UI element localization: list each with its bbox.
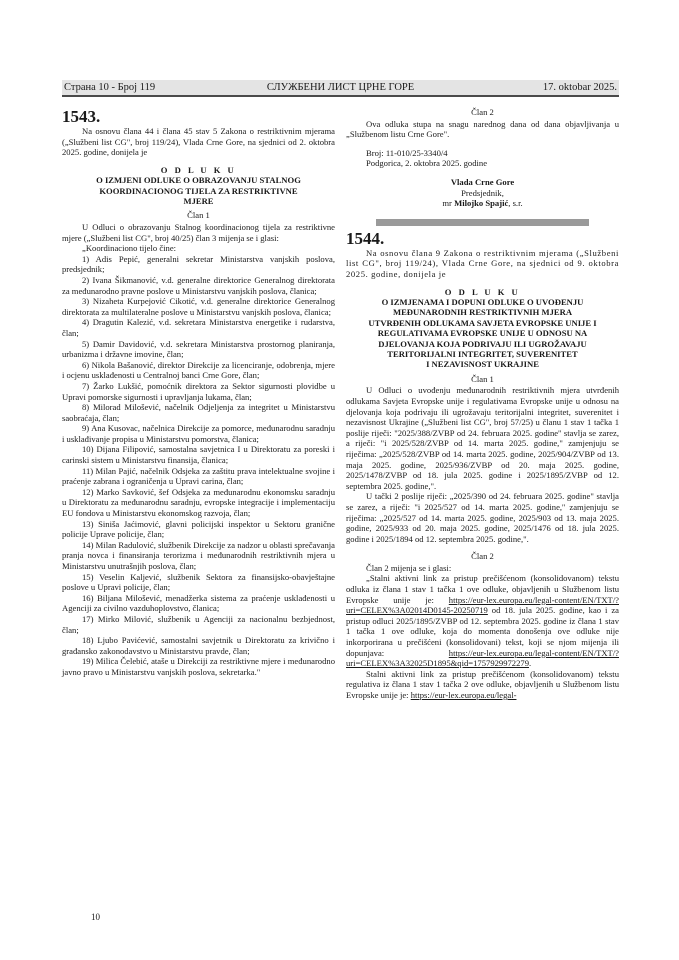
signatory-suffix: , s.r.: [508, 198, 523, 209]
act-1544-title-line: TERITORIJALNI INTEGRITET, SUVERENITET: [387, 348, 578, 359]
act-1543-title-line: MJERE: [183, 196, 214, 206]
list-item: 19) Milica Čelebić, ataše u Direkciji za restriktivne mjere i međunarodno javno pravo u Ministarstvu vanjskih poslova, sekretarka.": [62, 656, 335, 677]
act-1544-title-line: UTVRĐENIH ODLUKAMA SAVJETA EVROPSKE UNIJE I: [368, 317, 597, 328]
act-1544-title-line: REGULATIVAMA EVROPSKE UNIJE U ODNOSU NA: [377, 328, 588, 339]
act-1544-title: [346, 287, 619, 370]
act-1544-article-2-paragraph-1: [346, 573, 619, 668]
act-1543-reference: [346, 148, 619, 169]
list-item: 13) Siniša Jaćimović, glavni policijski inspektor u Sektoru granične policije Uprave policije, član;: [62, 518, 335, 540]
text-segment: .: [529, 658, 532, 669]
list-item: 8) Milorad Milošević, načelnik Odjeljenja za integritet u Ministarstvu saobraćaja, član;: [62, 402, 335, 423]
act-1544-title-line: O IZMJENAMA I DOPUNI ODLUKE O UVOĐENJU: [381, 296, 584, 307]
member-list: [62, 254, 335, 678]
list-item: 14) Milan Radulović, službenik Direkcije za nadzor u oblasti sprečavanja pranja novca i finansiranja terorizma i međunarodnih restriktivnih mjera u Ministarstvu unutrašnjih poslova, član;: [62, 539, 335, 571]
text-segment: Stalni aktivni link za pristup prečišćenom (konsolidovanom) tekstu regulativa iz člana 1 stav 1 tačka 2 ove odluke, objavljenih u Službenom listu Evropske unije je:: [346, 668, 619, 700]
list-item: 7) Žarko Lukšić, pomoćnik direktora za Sektor sigurnosti plovidbe u Upravi pomorske sigurnosti i upravljanja lukama, član;: [62, 380, 335, 402]
header-date: 17. oktobar 2025.: [542, 82, 617, 93]
page-header: [62, 80, 619, 97]
act-number-1544: 1544.: [346, 228, 385, 248]
list-item: 16) Biljana Milošević, menadžerka sistema za praćenje usklađenosti u Agenciji za civilno vazduhoplovstvo, članica;: [62, 592, 335, 614]
list-item: 11) Milan Pajić, načelnik Odsjeka za zaštitu prava intelektualne svojine i praćenje zabrana i ograničenja u Upravi carina, član;: [62, 465, 335, 487]
act-number-1543: 1543.: [62, 107, 101, 126]
header-publication-title: СЛУЖБЕНИ ЛИСТ ЦРНЕ ГОРЕ: [266, 82, 415, 93]
act-1543-title: [62, 165, 335, 207]
signatory-name: Milojko Spajić: [454, 198, 509, 209]
list-item: 2) Ivana Šikmanović, v.d. generalne direktorice Generalnog direktorata za međunarodno pravne poslove u Ministarstvu vanjskih poslova, članica;: [62, 274, 335, 296]
list-item: 10) Dijana Filipović, samostalna savjetnica I u Direktoratu za poreski i carinski sistem u Ministarstvu finansija, članica;: [62, 444, 335, 466]
page-number: 10: [91, 912, 100, 922]
eur-lex-link-regulations[interactable]: https://eur-lex.europa.eu/legal-: [410, 690, 517, 700]
act-1544-article-1-heading: Član 1: [471, 373, 494, 384]
act-1543-signature: [346, 177, 619, 209]
list-item: 4) Dragutin Kalezić, v.d. sekretara Ministarstva energetike i rudarstva, član;: [62, 317, 335, 338]
list-item: 9) Ana Kusovac, načelnica Direkcije za pomorce, međunarodnu saradnju i usklađivanje propisa u Ministarstvu pomorstva, članica;: [62, 423, 335, 444]
signatory-prefix: mr: [442, 198, 452, 209]
eur-lex-link-decisions[interactable]: https://eur-lex.europa.eu/legal-content/EN/TXT/?uri=CELEX%3A02014D0145-20250719: [346, 594, 619, 616]
act-1543-article-2-text: Ova odluka stupa na snagu narednog dana od dana objavljivanja u „Službenom listu Crne Gore".: [346, 118, 619, 140]
act-1544-article-2-paragraph-2: [346, 669, 619, 701]
act-1544-intro: Na osnovu člana 9 Zakona o restriktivnim mjerama („Službeni list CG", broj 119/24), Vlada Crne Gore, na sjednici od 9. oktobra 2025. godine, donijela je: [346, 247, 619, 279]
act-1543-title-odluku: O D L U K U: [160, 164, 237, 175]
eur-lex-link-decision-2025-1895[interactable]: https://eur-lex.europa.eu/legal-content/EN/TXT/?uri=CELEX%3A32025D1895&qid=1757929972279: [346, 647, 619, 669]
signatory-line: [346, 198, 619, 209]
list-item: 15) Veselin Kaljević, službenik Sektora za finansijsko-obavještajne poslove u Upravi policije, član;: [62, 571, 335, 593]
text-segment: „Stalni aktivni link za pristup prečišćenom (konsolidovanom) tekstu odluka iz člana 1 stav 1 tačka 1 ove odluke, objavljenih u Službenom listu Evropske unije je:: [346, 573, 619, 605]
act-1544-article-1-paragraph-1: U Odluci o uvođenju međunarodnih restriktivnih mjera utvrđenih odlukama Savjeta Evropske unije i regulativama Evropske unije u odnosu na djelovanja koja podrivaju ili ugrožavaju teritorijalni integritet, suverenitet i nezavisnost Ukrajine („Službeni list CG", broj 57/25) u članu 1 stav 1 tačka 1 poslije riječi: "2025/388/ZVBP od 24. februara 2025. godine'' stavlja se zarez, a riječi: "i 2025/528/ZVBP od 14. marta 2025. godine," zamjenjuju se riječima: „2025/528/ZVBP od 14. marta 2025. godine, 2025/904/ZVBP od 13. maja 2025. godine, 2025/936/ZVBP od 20. maja 2025. godine, 2025/1478/ZVBP od 18. jula 2025. godine i 2025/1895/ZVBP od 12. septembra 2025. godine,".: [346, 385, 619, 491]
signatory-role: Predsjednik,: [461, 187, 504, 198]
act-1544-title-line: I NEZAVISNOST UKRAJINE: [426, 359, 539, 370]
act-1543-article-1-heading: Član 1: [187, 210, 210, 221]
text-segment: od 18. jula 2025. godine, kao i za pristup odluci 2025/1895/ZVBP od 12. septembra 2025. godine iz člana 1 stav 1 tačka 1 ove odluke, koja do momenta donošenja ove odluke nije inkorporirana u prečišćeni (konsolidovani) tekst, koji se njom mijenja ili dopunjava:: [346, 605, 619, 658]
member-list-intro: „Koordinaciono tijelo čine:: [82, 243, 177, 254]
act-1543-title-line: O IZMJENI ODLUKE O OBRAZOVANJU STALNOG: [96, 175, 301, 186]
act-1543-article-2-heading: Član 2: [471, 107, 494, 117]
list-item: 6) Nikola Bašanović, direktor Direkcije za licenciranje, odobrenja, mjere i ocjenu usklađenosti u Centralnoj banci Crne Gore, član;: [62, 359, 335, 381]
act-1544-title-line: DJELOVANJA KOJA PODRIVAJU ILI UGROŽAVAJU: [378, 338, 587, 349]
act-1544-article-1-paragraph-2: U tački 2 poslije riječi: „2025/390 od 24. februara 2025. godine" stavlja se zarez, a riječi: "i 2025/527 od 14. marta 2025. godine,'' zamjenjuju se riječima: „2025/527 od 14. marta 2025. godine, 2025/903 od 13. maja 2025. godine, 2025/933 od 20. maja 2025. godine, 2025/1476 od 18. jula 2025. godine i 2025/1894 od 12. septembra 2025. godine,".: [346, 491, 619, 544]
act-1543-intro: Na osnovu člana 44 i člana 45 stav 5 Zakona o restriktivnim mjerama („Službeni list CG", broj 119/24), Vlada Crne Gore, na sjednici od 2. oktobra 2025. godine, donijela je: [62, 126, 335, 158]
left-column: [62, 108, 335, 678]
act-1543-title-line: KOORDINACIONOG TIJELA ZA RESTRIKTIVNE: [99, 185, 298, 196]
act-1543-article-1-text: U Odluci o obrazovanju Stalnog koordinacionog tijela za restriktivne mjere („Službeni list CG", broj 40/25) član 3 mijenja se i glasi:: [62, 222, 335, 243]
act-separator-bar: [376, 219, 589, 226]
list-item: 3) Nizaheta Kurpejović Cikotić, v.d. generalne direktorice Generalnog direktorata za multilateralne poslove u Ministarstvu vanjskih poslova, članica;: [62, 296, 335, 317]
right-column: [346, 104, 619, 701]
signatory-body: Vlada Crne Gore: [450, 176, 515, 187]
act-1543-broj: Broj: 11-010/25-3340/4: [366, 147, 448, 158]
list-item: 12) Marko Savković, šef Odsjeka za međunarodnu ekonomsku saradnju u Direktoratu za međunarodnu saradnju, evropske integracije i implementaciju EU fondova u Ministarstvu ekonomskog razvoja, član;: [62, 486, 335, 519]
act-1544-article-2-intro: Član 2 mijenja se i glasi:: [366, 562, 452, 573]
list-item: 1) Adis Pepić, generalni sekretar Ministarstva vanjskih poslova, predsjednik;: [62, 253, 335, 275]
act-1544-title-line: MEĐUNARODNIH RESTRIKTIVNIH MJERA: [392, 307, 573, 318]
list-item: 18) Ljubo Pavićević, samostalni savjetnik u Direktoratu za krivično i građansko zakonodavstvo u Ministarstvu pravde, član;: [62, 635, 335, 656]
list-item: 5) Damir Davidović, v.d. sekretara Ministarstva prostornog planiranja, urbanizma i državne imovine, član;: [62, 338, 335, 360]
act-1544-title-odluku: O D L U K U: [444, 286, 521, 297]
header-page-issue: Страна 10 - Број 119: [64, 82, 156, 93]
act-1543-place-date: Podgorica, 2. oktobra 2025. godine: [366, 158, 488, 169]
act-1544-article-2-heading: Član 2: [471, 551, 494, 562]
list-item: 17) Mirko Milović, službenik u Agenciji za nacionalnu bezbjednost, član;: [62, 613, 335, 635]
